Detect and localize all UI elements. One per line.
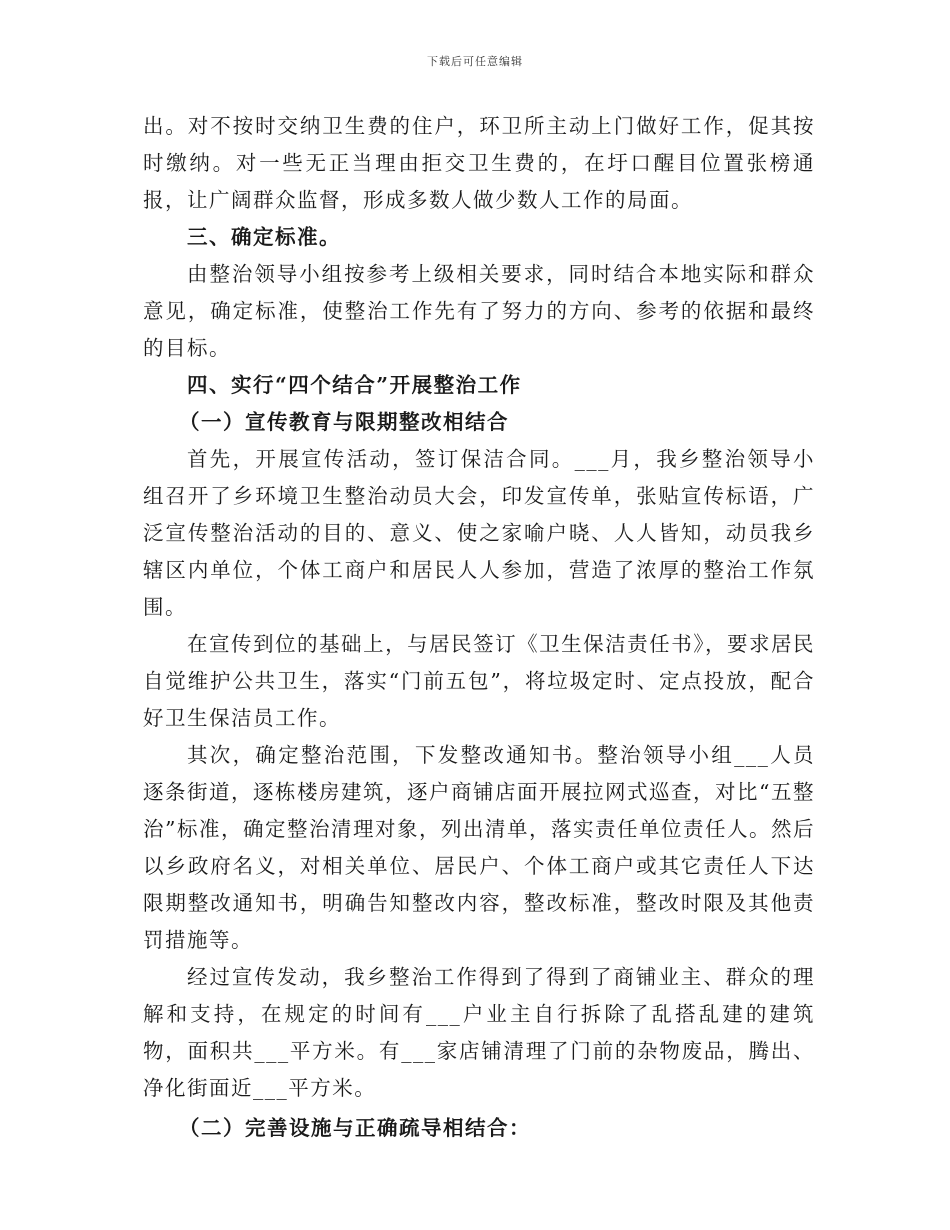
- paragraph-standard: 由整治领导小组按参考上级相关要求，同时结合本地实际和群众意见，确定标准，使整治工作先有了努力的方向、参考的依据和最终的目标。: [143, 262, 815, 360]
- paragraph-result: 经过宣传发动，我乡整治工作得到了得到了商铺业主、群众的理解和支持，在规定的时间有___户业主自行拆除了乱搭乱建的建筑物，面积共___平方米。有___家店铺清理了门前的杂物废品，腾出、净化街面近___平方米。: [143, 965, 815, 1100]
- paragraph-second: 其次，确定整治范围，下发整改通知书。整治领导小组___人员逐条街道，逐栋楼房建筑，逐户商铺店面开展拉网式巡查，对比“五整治”标准，确定整治清理对象，列出清单，落实责任单位责任人。然后以乡政府名义，对相关单位、居民户、个体工商户或其它责任人下达限期整改通知书，明确告知整改内容，整改标准，整改时限及其他责罚措施等。: [143, 743, 815, 952]
- document-body: [143, 108, 815, 1147]
- subsection-heading-two: （二）完善设施与正确疏导相结合：: [179, 1116, 531, 1140]
- subsection-heading-one: （一）宣传教育与限期整改相结合: [179, 410, 509, 434]
- section-heading-three: 三、确定标准。: [187, 225, 341, 249]
- paragraph-sign-contract: 在宣传到位的基础上，与居民签订《卫生保洁责任书》，要求居民自觉维护公共卫生，落实“门前五包”，将垃圾定时、定点投放，配合好卫生保洁员工作。: [143, 632, 815, 730]
- paragraph-continued: 出。对不按时交纳卫生费的住户，环卫所主动上门做好工作，促其按时缴纳。对一些无正当理由拒交卫生费的，在圩口醒目位置张榜通报，让广阔群众监督，形成多数人做少数人工作的局面。: [143, 114, 815, 212]
- page-header-note: 下载后可任意编辑: [427, 55, 523, 68]
- section-heading-four: 四、实行“四个结合”开展整治工作: [187, 373, 522, 397]
- paragraph-first: 首先，开展宣传活动，签订保洁合同。___月，我乡整治领导小组召开了乡环境卫生整治动员大会，印发宣传单，张贴宣传标语，广泛宣传整治活动的目的、意义、使之家喻户晓、人人皆知，动员我乡辖区内单位，个体工商户和居民人人参加，营造了浓厚的整治工作氛围。: [143, 447, 815, 619]
